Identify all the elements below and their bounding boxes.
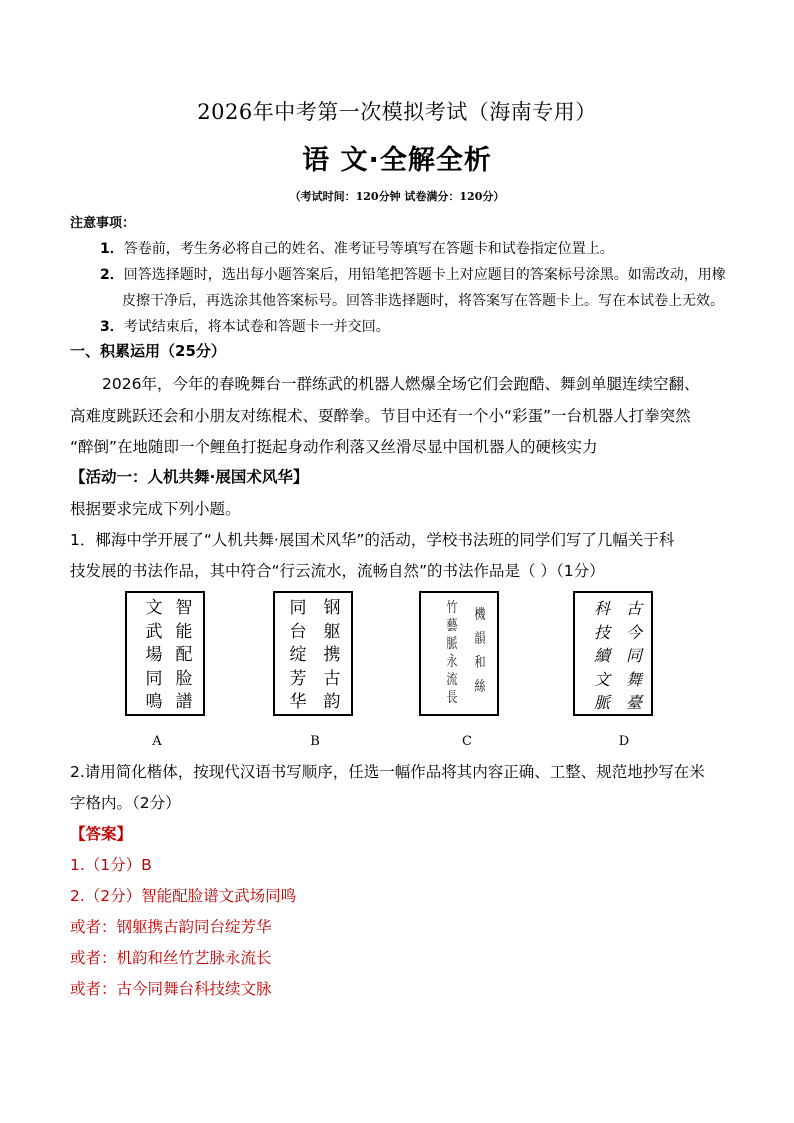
option-label-d: D — [618, 734, 630, 749]
notice-heading: 注意事项： — [70, 216, 136, 231]
notice-text: 考试结束后，将本试卷和答题卡一并交回。 — [123, 319, 390, 335]
question-2-line-2: 字格内。（2分） — [70, 794, 181, 812]
exam-title: 2026年中考第一次模拟考试（海南专用） — [197, 100, 597, 124]
answer-line-3: 或者：钢躯携古韵同台绽芳华 — [70, 918, 272, 936]
option-label-c: C — [462, 734, 472, 749]
calligraphy-work-d — [573, 591, 653, 716]
calligraphy-left-column: 竹藝脈永流長 — [446, 600, 458, 706]
intro-line-3: “醉倒”在地随即一个鲤鱼打挺起身动作利落又丝滑尽显中国机器人的硬核实力 — [70, 438, 598, 456]
subject-title: 语 文·全解全析 — [302, 145, 492, 176]
notice-num: 3． — [100, 319, 124, 335]
notice-text: 回答选择题时，选出每小题答案后，用铅笔把答题卡上对应题目的答案标号涂黑。如需改动，用橡 — [123, 267, 726, 283]
answer-line-4: 或者：机韵和丝竹艺脉永流长 — [70, 949, 272, 967]
option-label-b: B — [310, 734, 320, 749]
intro-line-2: 高难度跳跃还会和小朋友对练棍术、耍醉拳。节目中还有一个小“彩蛋”一台机器人打拳突然 — [70, 407, 691, 425]
calligraphy-left-column: 同台绽芳华 — [289, 598, 307, 712]
calligraphy-right-column: 機韻和絲 — [474, 607, 486, 695]
calligraphy-left-column: 科技續文脈 — [593, 599, 610, 712]
calligraphy-left-column: 文武場同鳴 — [145, 598, 163, 712]
instruction: 根据要求完成下列小题。 — [70, 500, 241, 518]
calligraphy-right-column: 钢躯携古韵 — [323, 598, 341, 712]
calligraphy-right-column: 古今同舞臺 — [625, 599, 642, 712]
question-1-line-1: 1．椰海中学开展了“人机共舞·展国术风华”的活动，学校书法班的同学们写了几幅关于科 — [70, 531, 675, 549]
calligraphy-work-a — [125, 591, 205, 716]
answer-line-1: 1.（1分）B — [70, 856, 152, 874]
question-1-line-2: 技发展的书法作品，其中符合“行云流水，流畅自然”的书法作品是（ ）（1分） — [70, 562, 605, 580]
answer-line-2: 2.（2分）智能配脸谱文武场同鸣 — [70, 887, 297, 905]
question-2-line-1: 2.请用简化楷体，按现代汉语书写顺序，任选一幅作品将其内容正确、工整、规范地抄写在米 — [70, 763, 705, 781]
answer-line-5: 或者：古今同舞台科技续文脉 — [70, 980, 272, 998]
activity-heading: 【活动一：人机共舞·展国术风华】 — [70, 468, 309, 486]
exam-info: （考试时间：120分钟 试卷满分：120分） — [289, 190, 505, 203]
section-heading: 一、积累运用（25分） — [70, 342, 226, 360]
notice-text: 答卷前，考生务必将自己的姓名、准考证号等填写在答题卡和试卷指定位置上。 — [123, 241, 614, 257]
notice-item-3 — [100, 316, 390, 336]
notice-item-1 — [100, 238, 614, 258]
calligraphy-right-column: 智能配脸譜 — [175, 598, 193, 712]
answer-heading: 【答案】 — [70, 825, 133, 843]
intro-line-1: 2026年，今年的春晚舞台一群练武的机器人燃爆全场它们会跑酷、舞剑单腿连续空翻、 — [102, 375, 700, 393]
notice-num: 2． — [100, 267, 124, 283]
calligraphy-work-b — [273, 591, 353, 716]
notice-num: 1． — [100, 241, 124, 257]
option-label-a: A — [152, 734, 162, 749]
notice-item-2 — [100, 264, 726, 284]
notice-item-2-cont: 皮擦干净后，再选涂其他答案标号。回答非选择题时，将答案写在答题卡上。写在本试卷上无效。 — [122, 293, 724, 309]
calligraphy-work-c — [419, 591, 499, 716]
